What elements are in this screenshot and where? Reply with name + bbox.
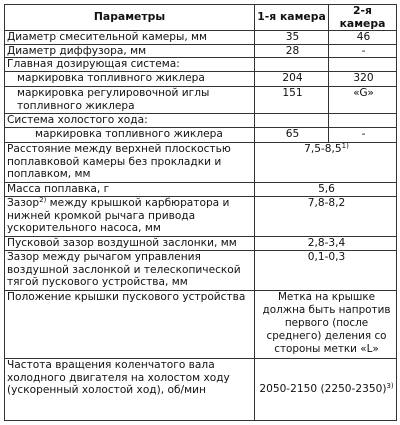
chamber-2-value: «G» — [329, 86, 397, 113]
param-label: маркировка топливного жиклера — [5, 127, 255, 142]
chamber-1-value — [255, 58, 329, 72]
table-row — [5, 142, 397, 182]
table-row — [5, 236, 397, 250]
table-row — [5, 196, 397, 236]
chamber-1-value: 35 — [255, 31, 329, 45]
carburetor-parameters-table — [4, 4, 397, 421]
header-chamber-1: 1-я камера — [255, 5, 329, 31]
table-row — [5, 358, 397, 420]
chamber-2-value — [329, 58, 397, 72]
shared-value — [255, 358, 397, 420]
table-row — [5, 71, 397, 86]
table-row — [5, 182, 397, 196]
value-text: 2050-2150 (2250-2350) — [259, 383, 387, 396]
section-label: Главная дозирующая система: — [5, 58, 255, 72]
table-row — [5, 290, 397, 358]
footnote-marker: 1) — [341, 142, 349, 150]
table-row — [5, 31, 397, 45]
param-label: Расстояние между верхней плоскостью поплавковой камеры без прокладки и поплавком, мм — [5, 142, 255, 182]
chamber-1-value: 65 — [255, 127, 329, 142]
shared-value: Метка на крышке должна быть напротив первого (после среднего) деления со стороны метки «L» — [255, 290, 397, 358]
chamber-1-value: 28 — [255, 44, 329, 58]
table-row — [5, 127, 397, 142]
param-label: Пусковой зазор воздушной заслонки, мм — [5, 236, 255, 250]
param-label: маркировка регулировочной иглы топливного жиклера — [5, 86, 255, 113]
table-row — [5, 250, 397, 290]
chamber-1-value: 204 — [255, 71, 329, 86]
table-header-row — [5, 5, 397, 31]
param-text: Зазор — [7, 196, 40, 209]
header-chamber-2: 2-я камера — [329, 5, 397, 31]
chamber-2-value: - — [329, 44, 397, 58]
param-label: Диаметр смесительной камеры, мм — [5, 31, 255, 45]
chamber-1-value: 151 — [255, 86, 329, 113]
shared-value — [255, 142, 397, 182]
footnote-marker: 2) — [39, 196, 47, 204]
shared-value: 7,8-8,2 — [255, 196, 397, 236]
shared-value: 2,8-3,4 — [255, 236, 397, 250]
param-text: между крышкой карбюратора и нижней кромкой рычага привода ускорительного насоса, мм — [7, 196, 230, 235]
table-row — [5, 58, 397, 72]
param-label — [5, 196, 255, 236]
chamber-2-value: 320 — [329, 71, 397, 86]
param-label: Масса поплавка, г — [5, 182, 255, 196]
header-parameters: Параметры — [5, 5, 255, 31]
table-row — [5, 113, 397, 127]
chamber-2-value: 46 — [329, 31, 397, 45]
shared-value: 0,1-0,3 — [255, 250, 397, 290]
param-label: Положение крышки пускового устройства — [5, 290, 255, 358]
section-label: Система холостого хода: — [5, 113, 255, 127]
chamber-1-value — [255, 113, 329, 127]
table-row — [5, 44, 397, 58]
chamber-2-value: - — [329, 127, 397, 142]
param-label: Зазор между рычагом управления воздушной заслонкой и телескопической тягой пускового устройства, мм — [5, 250, 255, 290]
chamber-2-value — [329, 113, 397, 127]
footnote-marker: 3) — [386, 382, 394, 391]
param-label: Частота вращения коленчатого вала холодного двигателя на холостом ходу (ускоренный холостой ход), об/мин — [5, 358, 255, 420]
table-row — [5, 86, 397, 113]
value-text: 7,5-8,5 — [304, 142, 342, 155]
param-label: маркировка топливного жиклера — [5, 71, 255, 86]
shared-value: 5,6 — [255, 182, 397, 196]
param-label: Диаметр диффузора, мм — [5, 44, 255, 58]
